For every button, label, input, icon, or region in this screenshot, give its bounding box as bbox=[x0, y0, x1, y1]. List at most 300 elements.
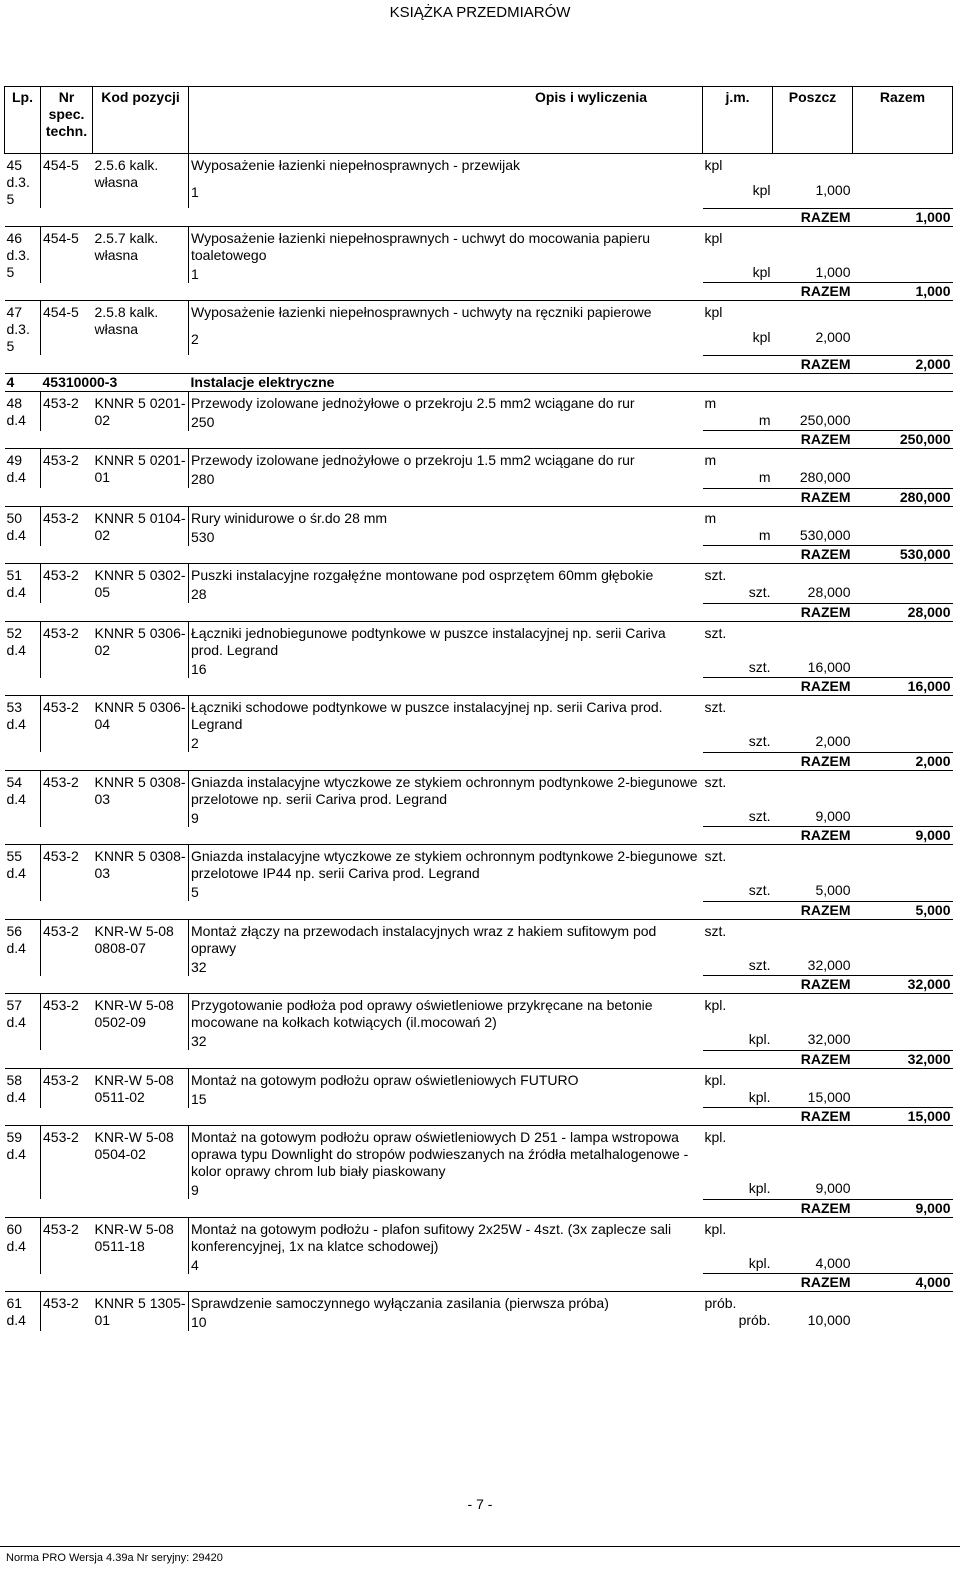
calc-value: 250 bbox=[189, 412, 703, 431]
razem-value: 2,000 bbox=[853, 752, 953, 770]
empty-cell bbox=[853, 469, 953, 488]
empty-cell bbox=[853, 659, 953, 678]
item-spec: 453-2 bbox=[43, 922, 79, 939]
empty-cell bbox=[853, 696, 953, 734]
item-unit: m bbox=[704, 509, 717, 526]
item-lp: 58 d.4 bbox=[5, 1068, 41, 1108]
item-description: Montaż na gotowym podłożu opraw oświetleniowych D 251 - lampa wstropowa oprawa typu Downlight do stropów podwieszanych na źródła metalhalogenowe - kolor oprawy chrom lub biały piaskowany bbox=[189, 1126, 703, 1181]
razem-row bbox=[5, 1108, 953, 1126]
razem-label: RAZEM bbox=[703, 1050, 853, 1068]
footer-text: Norma PRO Wersja 4.39a Nr seryjny: 29420 bbox=[6, 1552, 223, 1564]
col-header-lp: Lp. bbox=[5, 87, 41, 154]
empty-cell bbox=[773, 994, 853, 1032]
item-spec: 453-2 bbox=[43, 848, 79, 864]
razem-label: RAZEM bbox=[703, 208, 853, 226]
empty-cell bbox=[5, 976, 189, 994]
item-unit: szt. bbox=[704, 773, 727, 790]
razem-label: RAZEM bbox=[703, 827, 853, 845]
calc-value: 5 bbox=[189, 882, 703, 901]
item-unit: szt. bbox=[704, 922, 727, 939]
empty-cell bbox=[5, 431, 189, 449]
table-row bbox=[5, 154, 953, 182]
col-header-jm: j.m. bbox=[703, 87, 773, 154]
item-unit: kpl bbox=[704, 229, 723, 246]
item-lp: 49 d.4 bbox=[5, 449, 41, 489]
calc-unit: m bbox=[758, 411, 771, 428]
calc-value: 4 bbox=[189, 1255, 703, 1274]
razem-row bbox=[5, 488, 953, 506]
col-header-poszcz: Poszcz bbox=[773, 87, 853, 154]
empty-cell bbox=[5, 208, 189, 226]
poszcz-value: 250,000 bbox=[799, 411, 851, 428]
razem-label: RAZEM bbox=[703, 1199, 853, 1217]
empty-cell bbox=[773, 696, 853, 734]
poszcz-value: 10,000 bbox=[807, 1312, 851, 1328]
empty-cell bbox=[853, 527, 953, 546]
item-description: Wyposażenie łazienki niepełnosprawnych - przewijak bbox=[189, 154, 703, 182]
empty-cell bbox=[773, 506, 853, 527]
razem-row bbox=[5, 1050, 953, 1068]
item-code: 2.5.6 kalk. własna bbox=[94, 157, 159, 190]
empty-cell bbox=[5, 901, 189, 919]
razem-label: RAZEM bbox=[703, 752, 853, 770]
empty-cell bbox=[773, 1217, 853, 1255]
item-code: KNNR 5 1305-01 bbox=[94, 1295, 186, 1328]
item-spec: 453-2 bbox=[43, 1220, 79, 1237]
item-unit: m bbox=[704, 452, 717, 468]
empty-cell bbox=[853, 506, 953, 527]
item-unit: szt. bbox=[704, 699, 727, 715]
calc-value: 1 bbox=[189, 182, 703, 208]
calc-unit: kpl bbox=[752, 181, 771, 198]
calc-value: 32 bbox=[189, 957, 703, 976]
item-unit: kpl. bbox=[704, 1220, 727, 1237]
item-code: KNNR 5 0104-02 bbox=[94, 509, 186, 543]
empty-cell bbox=[189, 678, 703, 696]
table-row bbox=[5, 919, 953, 957]
table-row bbox=[5, 770, 953, 808]
razem-row bbox=[5, 1199, 953, 1217]
empty-cell bbox=[853, 770, 953, 808]
item-unit: kpl. bbox=[704, 1071, 727, 1088]
empty-cell bbox=[189, 208, 703, 226]
item-lp: 59 d.4 bbox=[5, 1126, 41, 1200]
empty-cell bbox=[773, 564, 853, 585]
razem-row bbox=[5, 546, 953, 564]
empty-cell bbox=[853, 1126, 953, 1181]
calc-value: 2 bbox=[189, 329, 703, 355]
calc-unit: szt. bbox=[748, 733, 771, 749]
empty-cell bbox=[773, 1292, 853, 1313]
empty-cell bbox=[5, 1050, 189, 1068]
calc-unit: kpl bbox=[752, 263, 771, 280]
calc-unit: kpl. bbox=[748, 1088, 771, 1105]
item-code: KNR-W 5-08 0511-18 bbox=[94, 1220, 174, 1254]
razem-label: RAZEM bbox=[703, 355, 853, 373]
empty-cell bbox=[5, 283, 189, 301]
empty-cell bbox=[189, 283, 703, 301]
empty-cell bbox=[853, 621, 953, 659]
table-row bbox=[5, 696, 953, 734]
razem-value: 2,000 bbox=[853, 355, 953, 373]
empty-cell bbox=[189, 1274, 703, 1292]
item-lp: 54 d.4 bbox=[5, 770, 41, 827]
empty-cell bbox=[189, 431, 703, 449]
empty-cell bbox=[853, 449, 953, 470]
item-lp: 52 d.4 bbox=[5, 621, 41, 678]
item-lp: 57 d.4 bbox=[5, 994, 41, 1051]
empty-cell bbox=[853, 808, 953, 827]
section-code: 45310000-3 bbox=[41, 373, 189, 391]
calc-unit: szt. bbox=[748, 658, 771, 675]
cost-estimate-table bbox=[4, 86, 953, 1331]
razem-label: RAZEM bbox=[703, 603, 853, 621]
item-unit: kpl. bbox=[704, 1129, 727, 1145]
item-spec: 453-2 bbox=[43, 773, 79, 790]
item-unit: szt. bbox=[704, 567, 727, 583]
empty-cell bbox=[853, 1255, 953, 1274]
empty-cell bbox=[5, 603, 189, 621]
razem-label: RAZEM bbox=[703, 976, 853, 994]
poszcz-value: 5,000 bbox=[815, 882, 851, 898]
col-header-razem: Razem bbox=[853, 87, 953, 154]
razem-row bbox=[5, 208, 953, 226]
calc-value: 9 bbox=[189, 1180, 703, 1199]
poszcz-value: 32,000 bbox=[807, 956, 851, 973]
item-unit: szt. bbox=[704, 848, 727, 864]
item-unit: kpl bbox=[704, 157, 723, 173]
poszcz-value: 1,000 bbox=[815, 263, 851, 280]
calc-value: 16 bbox=[189, 659, 703, 678]
poszcz-value: 280,000 bbox=[799, 469, 851, 485]
razem-label: RAZEM bbox=[703, 901, 853, 919]
empty-cell bbox=[853, 1068, 953, 1089]
empty-cell bbox=[5, 1108, 189, 1126]
calc-unit: kpl bbox=[752, 328, 771, 345]
empty-cell bbox=[5, 678, 189, 696]
item-code: KNNR 5 0306-02 bbox=[94, 624, 186, 658]
item-code: KNR-W 5-08 0504-02 bbox=[94, 1129, 174, 1162]
empty-cell bbox=[853, 919, 953, 957]
item-description: Sprawdzenie samoczynnego wyłączania zasilania (pierwsza próba) bbox=[189, 1292, 703, 1313]
item-code: KNNR 5 0308-03 bbox=[94, 773, 186, 807]
calc-unit: szt. bbox=[748, 956, 771, 973]
item-description: Puszki instalacyjne rozgałęźne montowane pod osprzętem 60mm głębokie bbox=[189, 564, 703, 585]
item-description: Gniazda instalacyjne wtyczkowe ze stykiem ochronnym podtynkowe 2-biegunowe przelotowe np. serii Cariva prod. Legrand bbox=[189, 770, 703, 808]
empty-cell bbox=[189, 603, 703, 621]
poszcz-value: 16,000 bbox=[807, 658, 851, 675]
item-lp: 47 d.3. 5 bbox=[5, 301, 41, 356]
empty-cell bbox=[189, 901, 703, 919]
empty-cell bbox=[189, 976, 703, 994]
col-header-kod: Kod pozycji bbox=[93, 87, 189, 154]
item-spec: 453-2 bbox=[43, 394, 79, 411]
poszcz-value: 1,000 bbox=[815, 181, 851, 198]
poszcz-value: 9,000 bbox=[815, 1180, 851, 1196]
empty-cell bbox=[5, 752, 189, 770]
item-description: Gniazda instalacyjne wtyczkowe ze stykiem ochronnym podtynkowe 2-biegunowe przelotowe IP44 np. serii Cariva prod. Legrand bbox=[189, 845, 703, 883]
col-header-opis: Opis i wyliczenia bbox=[189, 87, 703, 154]
table-body bbox=[5, 154, 953, 1332]
item-description: Łączniki jednobiegunowe podtynkowe w puszce instalacyjnej np. serii Cariva prod. Legrand bbox=[189, 621, 703, 659]
item-code: KNNR 5 0306-04 bbox=[94, 699, 186, 732]
razem-row bbox=[5, 976, 953, 994]
section-number: 4 bbox=[5, 373, 41, 391]
empty-cell bbox=[853, 154, 953, 182]
item-lp: 56 d.4 bbox=[5, 919, 41, 976]
empty-cell bbox=[189, 1108, 703, 1126]
empty-cell bbox=[853, 1292, 953, 1313]
razem-label: RAZEM bbox=[703, 1274, 853, 1292]
empty-cell bbox=[5, 488, 189, 506]
calc-value: 1 bbox=[189, 264, 703, 283]
item-description: Montaż na gotowym podłożu - plafon sufitowy 2x25W - 4szt. (3x zaplecze sali konferencyjnej, 1x na klatce schodowej) bbox=[189, 1217, 703, 1255]
empty-cell bbox=[853, 957, 953, 976]
table-row bbox=[5, 506, 953, 527]
table-header-row bbox=[5, 87, 953, 154]
razem-value: 1,000 bbox=[853, 283, 953, 301]
razem-row bbox=[5, 827, 953, 845]
poszcz-value: 32,000 bbox=[807, 1031, 851, 1047]
poszcz-value: 530,000 bbox=[799, 526, 851, 543]
item-description: Montaż złączy na przewodach instalacyjnych wraz z hakiem sufitowym pod oprawy bbox=[189, 919, 703, 957]
item-unit: kpl. bbox=[704, 997, 727, 1013]
item-code: KNNR 5 0308-03 bbox=[94, 848, 186, 881]
item-description: Przewody izolowane jednożyłowe o przekroju 2.5 mm2 wciągane do rur bbox=[189, 391, 703, 412]
calc-value: 280 bbox=[189, 469, 703, 488]
table-row bbox=[5, 564, 953, 585]
item-code: KNR-W 5-08 0808-07 bbox=[94, 922, 174, 956]
item-unit: m bbox=[704, 394, 717, 411]
razem-value: 1,000 bbox=[853, 208, 953, 226]
razem-label: RAZEM bbox=[703, 1108, 853, 1126]
calc-unit: kpl. bbox=[748, 1180, 771, 1196]
empty-cell bbox=[853, 412, 953, 431]
empty-cell bbox=[5, 1274, 189, 1292]
item-lp: 60 d.4 bbox=[5, 1217, 41, 1274]
razem-row bbox=[5, 1274, 953, 1292]
item-spec: 454-5 bbox=[43, 229, 79, 246]
razem-value: 16,000 bbox=[853, 678, 953, 696]
item-spec: 453-2 bbox=[43, 567, 79, 583]
table-row bbox=[5, 621, 953, 659]
table-row bbox=[5, 1292, 953, 1313]
item-lp: 51 d.4 bbox=[5, 564, 41, 604]
item-spec: 453-2 bbox=[43, 452, 79, 468]
item-lp: 45 d.3. 5 bbox=[5, 154, 41, 209]
calc-value: 28 bbox=[189, 584, 703, 603]
table-row bbox=[5, 449, 953, 470]
item-description: Wyposażenie łazienki niepełnosprawnych - uchwyty na ręczniki papierowe bbox=[189, 301, 703, 329]
razem-label: RAZEM bbox=[703, 283, 853, 301]
col-header-nr-spec: Nr spec. techn. bbox=[41, 87, 93, 154]
empty-cell bbox=[773, 1126, 853, 1181]
item-description: Montaż na gotowym podłożu opraw oświetleniowych FUTURO bbox=[189, 1068, 703, 1089]
empty-cell bbox=[853, 733, 953, 752]
page-number: - 7 - bbox=[467, 1496, 493, 1512]
calc-value: 2 bbox=[189, 733, 703, 752]
empty-cell bbox=[773, 845, 853, 883]
empty-cell bbox=[189, 546, 703, 564]
razem-value: 4,000 bbox=[853, 1274, 953, 1292]
empty-cell bbox=[189, 1199, 703, 1217]
razem-value: 9,000 bbox=[853, 827, 953, 845]
item-lp: 55 d.4 bbox=[5, 845, 41, 902]
empty-cell bbox=[773, 391, 853, 412]
empty-cell bbox=[773, 154, 853, 182]
razem-value: 32,000 bbox=[853, 1050, 953, 1068]
poszcz-value: 28,000 bbox=[807, 584, 851, 600]
empty-cell bbox=[853, 1312, 953, 1331]
item-spec: 453-2 bbox=[43, 1295, 79, 1311]
empty-cell bbox=[189, 827, 703, 845]
calc-value: 10 bbox=[189, 1312, 703, 1331]
calc-value: 15 bbox=[189, 1089, 703, 1108]
empty-cell bbox=[773, 1068, 853, 1089]
item-description: Wyposażenie łazienki niepełnosprawnych - uchwyt do mocowania papieru toaletowego bbox=[189, 226, 703, 264]
empty-cell bbox=[853, 1031, 953, 1050]
empty-cell bbox=[773, 301, 853, 329]
empty-cell bbox=[773, 621, 853, 659]
table-row bbox=[5, 301, 953, 329]
empty-cell bbox=[853, 329, 953, 355]
razem-row bbox=[5, 678, 953, 696]
calc-unit: m bbox=[758, 469, 771, 485]
calc-unit: m bbox=[758, 526, 771, 543]
item-spec: 454-5 bbox=[43, 157, 79, 173]
empty-cell bbox=[853, 182, 953, 208]
section-row bbox=[5, 373, 953, 391]
item-lp: 46 d.3. 5 bbox=[5, 226, 41, 283]
calc-unit: kpl. bbox=[748, 1031, 771, 1047]
razem-label: RAZEM bbox=[703, 488, 853, 506]
calc-unit: szt. bbox=[748, 882, 771, 898]
calc-unit: szt. bbox=[748, 584, 771, 600]
item-code: 2.5.7 kalk. własna bbox=[94, 229, 159, 263]
poszcz-value: 2,000 bbox=[815, 733, 851, 749]
empty-cell bbox=[773, 770, 853, 808]
razem-value: 28,000 bbox=[853, 603, 953, 621]
table-row bbox=[5, 1126, 953, 1181]
item-spec: 453-2 bbox=[43, 1071, 79, 1088]
razem-value: 5,000 bbox=[853, 901, 953, 919]
item-code: KNNR 5 0302-05 bbox=[94, 567, 186, 600]
razem-value: 250,000 bbox=[853, 431, 953, 449]
item-unit: szt. bbox=[704, 624, 727, 641]
item-spec: 453-2 bbox=[43, 699, 79, 715]
item-spec: 453-2 bbox=[43, 509, 79, 526]
razem-label: RAZEM bbox=[703, 678, 853, 696]
empty-cell bbox=[5, 355, 189, 373]
calc-unit: szt. bbox=[748, 807, 771, 824]
item-spec: 453-2 bbox=[43, 1129, 79, 1145]
empty-cell bbox=[773, 919, 853, 957]
item-code: KNR-W 5-08 0502-09 bbox=[94, 997, 174, 1030]
empty-cell bbox=[853, 264, 953, 283]
item-unit: kpl bbox=[704, 304, 723, 320]
calc-unit: kpl. bbox=[748, 1254, 771, 1271]
razem-value: 280,000 bbox=[853, 488, 953, 506]
empty-cell bbox=[853, 845, 953, 883]
calc-value: 32 bbox=[189, 1031, 703, 1050]
razem-value: 15,000 bbox=[853, 1108, 953, 1126]
item-code: KNR-W 5-08 0511-02 bbox=[94, 1071, 174, 1105]
poszcz-value: 2,000 bbox=[815, 328, 851, 345]
empty-cell bbox=[189, 488, 703, 506]
empty-cell bbox=[773, 449, 853, 470]
item-description: Łączniki schodowe podtynkowe w puszce instalacyjnej np. serii Cariva prod. Legrand bbox=[189, 696, 703, 734]
table-row bbox=[5, 845, 953, 883]
razem-row bbox=[5, 283, 953, 301]
item-spec: 453-2 bbox=[43, 624, 79, 641]
item-description: Przygotowanie podłoża pod oprawy oświetleniowe przykręcane na betonie mocowane na kołkach kotwiących (il.mocowań 2) bbox=[189, 994, 703, 1032]
item-lp: 61 d.4 bbox=[5, 1292, 41, 1332]
empty-cell bbox=[773, 226, 853, 264]
item-spec: 454-5 bbox=[43, 304, 79, 320]
empty-cell bbox=[853, 564, 953, 585]
document-title: KSIĄŻKA PRZEDMIARÓW bbox=[389, 4, 571, 21]
item-code: KNNR 5 0201-01 bbox=[94, 452, 186, 485]
table-row bbox=[5, 1068, 953, 1089]
empty-cell bbox=[853, 226, 953, 264]
item-lp: 48 d.4 bbox=[5, 391, 41, 431]
razem-label: RAZEM bbox=[703, 546, 853, 564]
empty-cell bbox=[853, 391, 953, 412]
empty-cell bbox=[5, 546, 189, 564]
poszcz-value: 15,000 bbox=[807, 1088, 851, 1105]
poszcz-value: 4,000 bbox=[815, 1254, 851, 1271]
razem-row bbox=[5, 355, 953, 373]
item-description: Przewody izolowane jednożyłowe o przekroju 1.5 mm2 wciągane do rur bbox=[189, 449, 703, 470]
calc-unit: prób. bbox=[738, 1312, 771, 1328]
razem-row bbox=[5, 603, 953, 621]
empty-cell bbox=[5, 1199, 189, 1217]
item-spec: 453-2 bbox=[43, 997, 79, 1013]
razem-row bbox=[5, 752, 953, 770]
razem-value: 9,000 bbox=[853, 1199, 953, 1217]
razem-label: RAZEM bbox=[703, 431, 853, 449]
table-row bbox=[5, 994, 953, 1032]
razem-value: 32,000 bbox=[853, 976, 953, 994]
empty-cell bbox=[853, 882, 953, 901]
section-title: Instalacje elektryczne bbox=[189, 373, 953, 391]
empty-cell bbox=[5, 827, 189, 845]
calc-value: 530 bbox=[189, 527, 703, 546]
empty-cell bbox=[853, 584, 953, 603]
empty-cell bbox=[189, 1050, 703, 1068]
item-code: KNNR 5 0201-02 bbox=[94, 394, 186, 428]
table-row bbox=[5, 1217, 953, 1255]
item-unit: prób. bbox=[704, 1295, 737, 1311]
empty-cell bbox=[853, 994, 953, 1032]
empty-cell bbox=[189, 355, 703, 373]
table-row bbox=[5, 226, 953, 264]
item-code: 2.5.8 kalk. własna bbox=[94, 304, 159, 337]
empty-cell bbox=[853, 1089, 953, 1108]
item-lp: 50 d.4 bbox=[5, 506, 41, 546]
razem-row bbox=[5, 901, 953, 919]
item-description: Rury winidurowe o śr.do 28 mm bbox=[189, 506, 703, 527]
razem-row bbox=[5, 431, 953, 449]
razem-value: 530,000 bbox=[853, 546, 953, 564]
empty-cell bbox=[853, 1217, 953, 1255]
footer-divider bbox=[0, 1546, 960, 1547]
table-row bbox=[5, 391, 953, 412]
calc-value: 9 bbox=[189, 808, 703, 827]
empty-cell bbox=[853, 1180, 953, 1199]
empty-cell bbox=[189, 752, 703, 770]
empty-cell bbox=[853, 301, 953, 329]
